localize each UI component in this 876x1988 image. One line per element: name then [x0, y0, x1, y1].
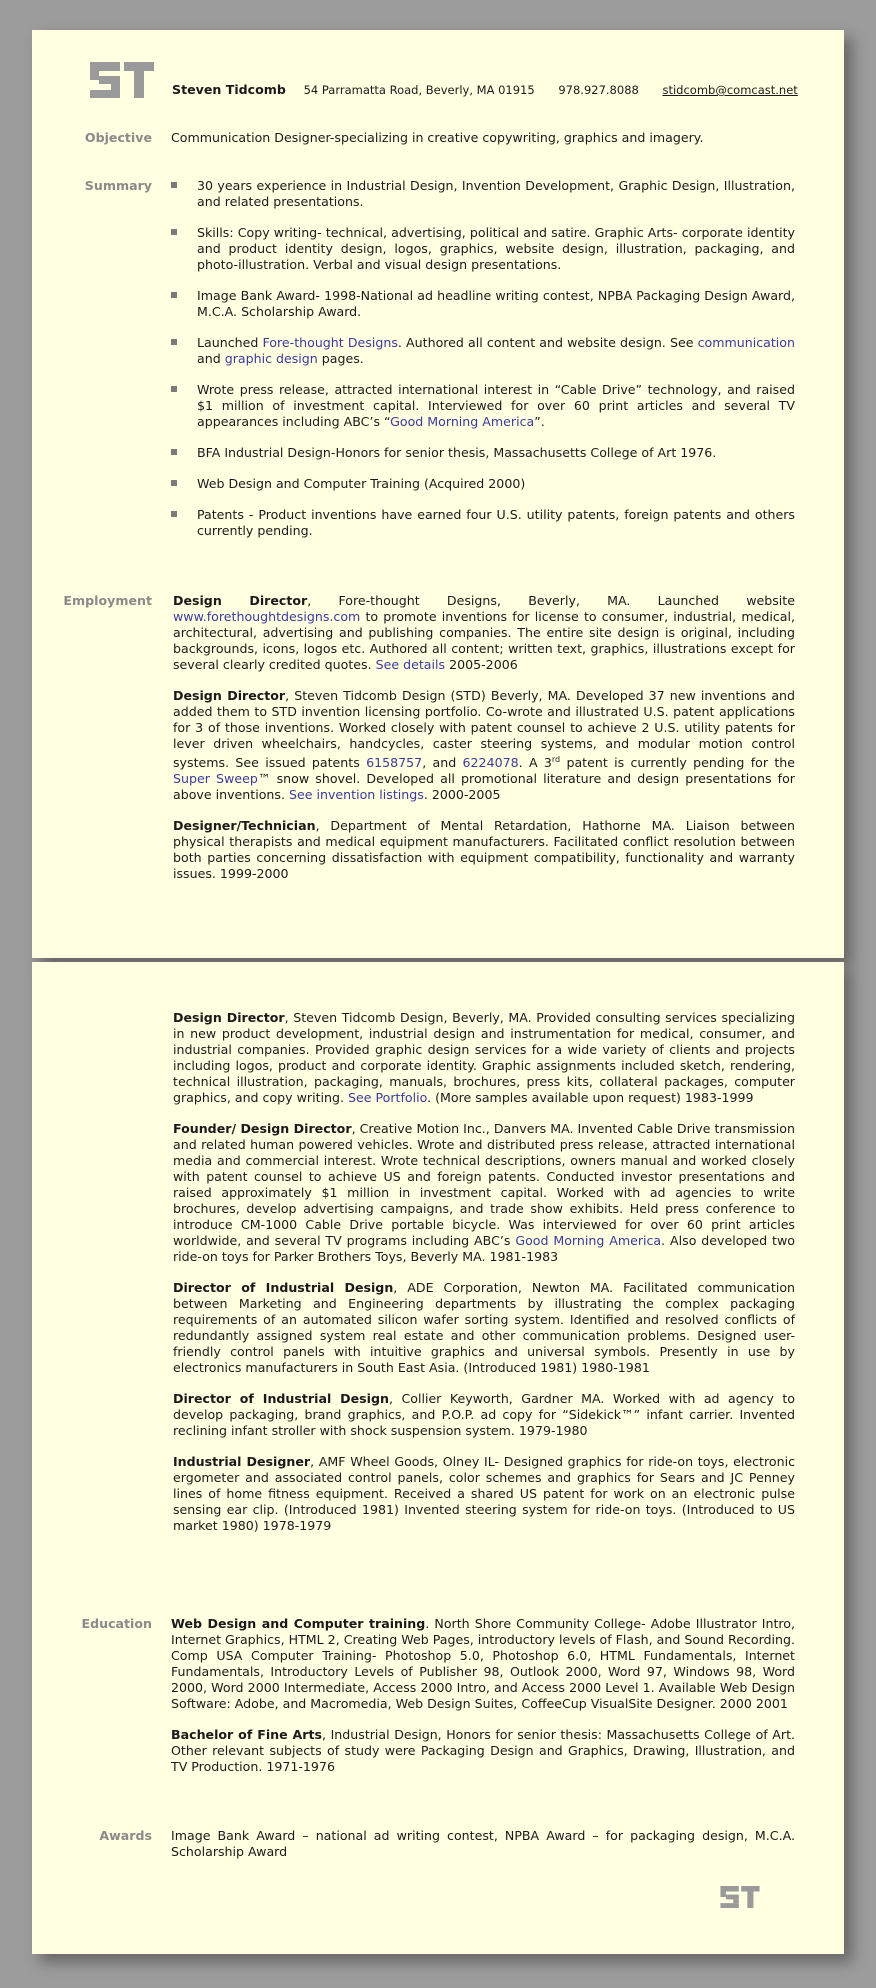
education-title: Bachelor of Fine Arts [171, 1727, 323, 1742]
job-title: Design Director [173, 688, 286, 703]
job-entry: Industrial Designer, AMF Wheel Goods, Olney IL- Designed graphics for ride-on toys, electronic ergometer and associated control panels, color schemes and graphics for Sears and JC Penney lines of home fitness equipment. Received a shared US patent for work on an electronic pulse sensing ear clip. (Introduced 1981) Invented steering system for ride-on toys. (Introduced to US market 1980) 1978-1979 [173, 1454, 795, 1533]
address: 54 Parramatta Road, Beverly, MA 01915 [303, 83, 535, 97]
patent-6224078-link[interactable]: 6224078 [462, 755, 519, 771]
good-morning-america-link[interactable]: Good Morning America [390, 414, 535, 429]
job-title: Designer/Technician [173, 818, 316, 834]
objective-label: Objective [84, 130, 152, 145]
applicant-name: Steven Tidcomb [172, 82, 286, 97]
resume-page-1 [32, 30, 844, 958]
bullet-square-icon [171, 229, 177, 235]
email-link[interactable]: stidcomb@comcast.net [662, 83, 798, 97]
job-title: Founder/ Design Director [173, 1121, 352, 1136]
graphic-design-link[interactable]: graphic design [224, 351, 318, 366]
job-entry: Design Director, Steven Tidcomb Design, Beverly, MA. Provided consulting services specializing in new product development, industrial design and instrumentation for medical, consumer, and industrial companies. Provided graphic design services for a wide variety of clients and projects including logos, product and corporate identity. Graphic assignments included sketch, rendering, technical illustration, packaging, manuals, brochures, press kits, collateral packages, computer graphics, and copy writing. See Portfolio. (More samples available upon request) 1983-1999 [173, 1010, 795, 1105]
resume-page-2 [32, 962, 844, 1954]
job-title: Design Director [173, 1010, 285, 1025]
bullet-square-icon [171, 511, 177, 517]
summary-label: Summary [84, 178, 152, 193]
job-title: Director of Industrial Design [173, 1280, 394, 1295]
summary-item: Launched Fore-thought Designs. Authored all content and website design. See communication and graphic design pages. [171, 335, 795, 367]
bullet-square-icon [171, 182, 177, 188]
contact-header [172, 82, 812, 97]
good-morning-america-link[interactable]: Good Morning America [515, 1233, 662, 1248]
summary-item: BFA Industrial Design-Honors for senior thesis, Massachusetts College of Art 1976. [171, 445, 795, 461]
job-entry: Director of Industrial Design, Collier Keyworth, Gardner MA. Worked with ad agency to develop packaging, brand graphics, and P.O.P. ad copy for “Sidekick™” infant carrier. Invented reclining infant stroller with shock suspension system. 1979-1980 [173, 1391, 795, 1438]
awards-label: Awards [99, 1828, 152, 1843]
job-title: Design Director [173, 593, 308, 608]
super-sweep-link[interactable]: Super Sweep [173, 771, 258, 787]
job-entry: Design Director, Fore-thought Designs, Beverly, MA. Launched website www.forethoughtdesigns.com to promote inventions for license to consumer, industrial, medical, architectural, advertising and publishing companies. The entire site design is original, including backgrounds, icons, logos etc. Authored all content; written text, graphics, illustrations except for several clearly credited quotes. See details 2005-2006 [173, 593, 795, 672]
communication-link[interactable]: communication [697, 335, 795, 350]
bullet-square-icon [171, 386, 177, 392]
education-title: Web Design and Computer training [171, 1616, 426, 1631]
job-title: Director of Industrial Design [173, 1391, 389, 1406]
job-entry: Director of Industrial Design, ADE Corporation, Newton MA. Facilitated communication between Marketing and Engineering departments by illustrating the complex packaging requirements of an automated silicon wafer sorting system. Identified and resolved conflicts of redundantly assigned system real estate and other communication problems. Designed user-friendly control panels with intuitive graphics and universal symbols. Presently in use by electronics manufacturers in South East Asia. (Introduced 1981) 1980-1981 [173, 1280, 796, 1375]
education-label: Education [81, 1616, 152, 1631]
summary-item: Wrote press release, attracted international interest in “Cable Drive” technology, and raised $1 million of investment capital. Interviewed for over 60 print articles and several TV appearances including ABC’s “Good Morning America”. [171, 382, 795, 430]
summary-item: Skills: Copy writing- technical, advertising, political and satire. Graphic Arts- corporate identity and product identity design, logos, graphics, website design, illustration, packaging, and photo-illustration. Verbal and visual design presentations. [171, 225, 795, 273]
education-entry: Web Design and Computer training. North Shore Community College- Adobe Illustrator Intro, Internet Graphics, HTML 2, Creating Web Pages, introductory levels of Flash, and Sound Recording. Comp USA Computer Training- Photoshop 5.0, Photoshop 6.0, HTML Fundamentals, Internet Fundamentals, Introductory Levels of Publisher 98, Outlook 2000, Word 97, Windows 98, Word 2000, Word 2000 Intermediate, Access 2000 Intro, and Access 2000 Level 1. Available Web Design Software: Adobe, and Macromedia, Web Design Suites, CoffeeCup VisualSite Designer. 2000 2001 [171, 1616, 795, 1711]
bullet-square-icon [171, 292, 177, 298]
summary-item: 30 years experience in Industrial Design, Invention Development, Graphic Design, Illustration, and related presentations. [171, 178, 795, 210]
employment-label: Employment [63, 593, 152, 608]
st-monogram-logo-icon [90, 62, 154, 98]
objective-text: Communication Designer-specializing in creative copywriting, graphics and imagery. [171, 130, 704, 145]
bullet-square-icon [171, 480, 177, 486]
job-entry: Designer/Technician, Department of Mental Retardation, Hathorne MA. Liaison between physical therapists and medical equipment manufacturers. Facilitated conflict resolution between both parties concerning dissatisfaction with equipment compatibility, functionality and warranty issues. 1999-2000 [173, 818, 795, 882]
job-entry: Founder/ Design Director, Creative Motion Inc., Danvers MA. Invented Cable Drive transmission and related human powered vehicles. Wrote and distributed press release, attracted international media and commercial interest. Wrote technical descriptions, owners manual and worked closely with patent counsel to achieve US and foreign patents. Conducted investor presentations and raised approximately $1 million in investment capital. Worked with ad agencies to write brochures, develop advertising campaigns, and trade show exhibits. Held press conference to introduce CM-1000 Cable Drive portable bicycle. Was interviewed for over 60 print articles worldwide, and several TV programs including ABC’s Good Morning America. Also developed two ride-on toys for Parker Brothers Toys, Beverly MA. 1981-1983 [173, 1121, 795, 1264]
forethoughtdesigns-website-link[interactable]: www.forethoughtdesigns.com [173, 609, 361, 624]
st-monogram-small-logo-icon [720, 1886, 760, 1908]
bullet-square-icon [171, 339, 177, 345]
job-entry: Design Director, Steven Tidcomb Design (STD) Beverly, MA. Developed 37 new inventions and added them to STD invention licensing portfolio. Co-wrote and illustrated U.S. patent applications for 3 of those inventions. Worked closely with patent counsel to achieve 2 U.S. utility patents for lever driven wheelchairs, handcycles, caster steering systems, and modular motion control systems. See issued patents 6158757, and 6224078. A 3rd patent is currently pending for the Super Sweep™ snow shovel. Developed all promotional literature and design presentations for above inventions. See invention listings. 2000-2005 [173, 688, 796, 803]
summary-item: Patents - Product inventions have earned four U.S. utility patents, foreign patents and others currently pending. [171, 507, 795, 539]
fore-thought-designs-link[interactable]: Fore-thought Designs [262, 335, 398, 350]
summary-item: Web Design and Computer Training (Acquired 2000) [171, 476, 795, 492]
awards-text: Image Bank Award – national ad writing contest, NPBA Award – for packaging design, M.C.A. Scholarship Award [171, 1828, 795, 1859]
see-invention-listings-link[interactable]: See invention listings [288, 787, 424, 803]
summary-list [171, 178, 795, 539]
bullet-square-icon [171, 449, 177, 455]
job-title: Industrial Designer [173, 1454, 311, 1469]
education-entry: Bachelor of Fine Arts, Industrial Design, Honors for senior thesis: Massachusetts College of Art. Other relevant subjects of study were Packaging Design and Graphics, Drawing, Illustration, and TV Production. 1971-1976 [171, 1727, 796, 1774]
see-details-link[interactable]: See details [375, 657, 446, 672]
patent-6158757-link[interactable]: 6158757 [366, 755, 423, 771]
see-portfolio-link[interactable]: See Portfolio [348, 1090, 428, 1105]
summary-item: Image Bank Award- 1998-National ad headline writing contest, NPBA Packaging Design Award, M.C.A. Scholarship Award. [171, 288, 795, 320]
phone-number: 978.927.8088 [558, 83, 639, 97]
